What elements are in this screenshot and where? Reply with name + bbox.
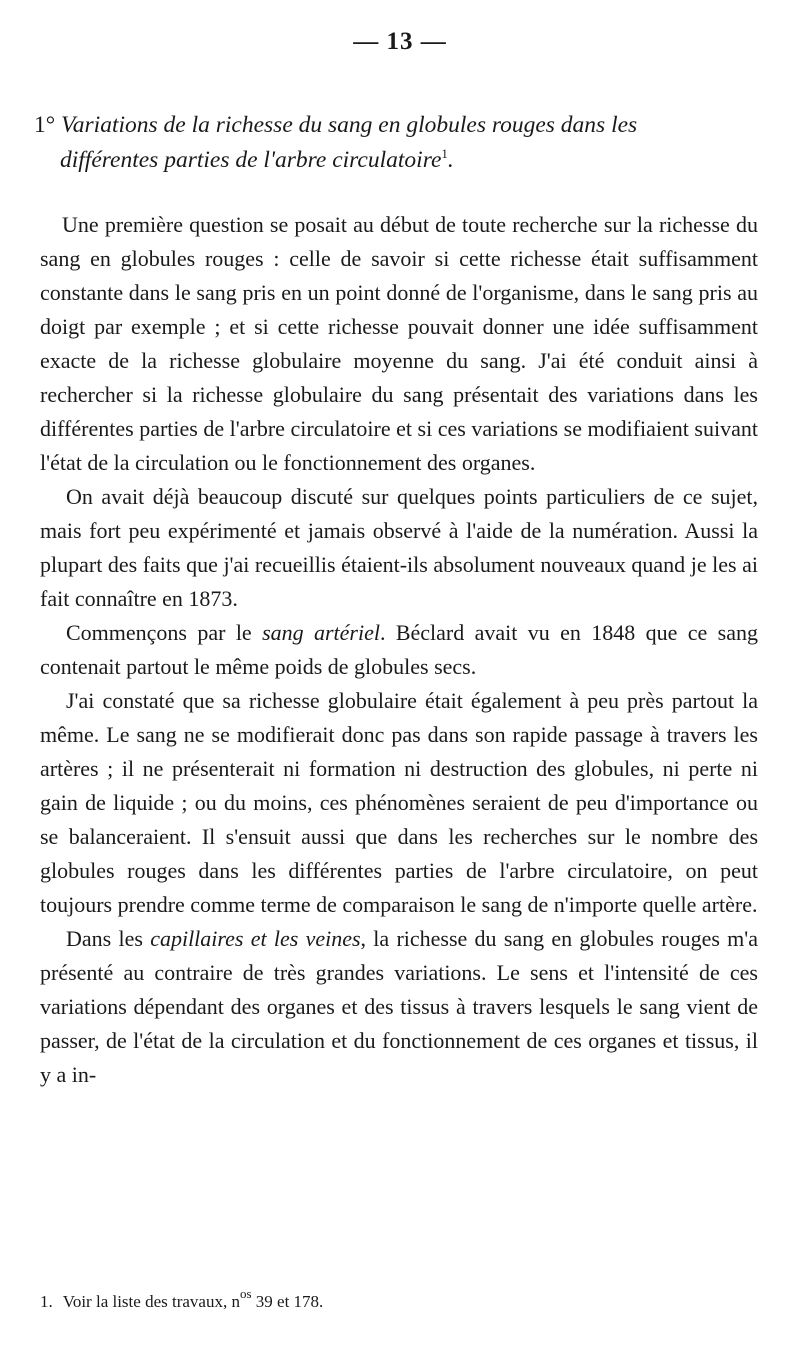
text-run: On avait déjà beaucoup discuté sur quelques points particuliers de ce sujet, mais fort peu expérimenté et jamais observé à l'aide de la numération. Aussi la plupart des faits que j'ai recueillis étaient-ils absolument nouveaux quand je les ai fait connaître en 1873. [40, 484, 758, 611]
footnote-number: 1. [40, 1292, 53, 1311]
text-run: J'ai constaté que sa richesse globulaire était également à peu près partout la même. Le sang ne se modifierait donc pas dans son rapide passage à travers les artères ; il ne présenterait ni formation ni destruction des globules, ni perte ni gain de liquide ; ou du moins, ces phénomènes seraient de peu d'importance ou se balanceraient. Il s'ensuit aussi que dans les recherches sur le nombre des globules rouges dans les différentes parties de l'arbre circulatoire, on peut toujours prendre comme terme de comparaison le sang de n'importe quelle artère. [40, 688, 758, 917]
section-title-line-1: Variations de la richesse du sang en globules rouges dans les [61, 112, 638, 138]
section-title-line-2 [34, 143, 756, 178]
text-run: , la richesse du sang en globules rouges m'a présenté au contraire de très grandes variations. Le sens et l'intensité de ces variations dépendant des organes et des tissus à travers lesquels le sang vient de passer, de l'état de la circulation et du fonctionnement de ces organes et tissus, il y a in- [40, 926, 759, 1087]
paragraph [40, 616, 758, 684]
footnote-superscript: os [239, 1286, 252, 1301]
section-title-line-2-text: différentes parties de l'arbre circulatoire [60, 147, 442, 173]
footnote-text-end: 39 et 178. [251, 1292, 324, 1311]
paragraph [40, 480, 758, 616]
section-heading [34, 108, 756, 178]
text-run: Commençons par le [66, 620, 263, 645]
text-run: Une première question se posait au début de toute recherche sur la richesse du sang en globules rouges : celle de savoir si cette richesse était suffisamment constante dans le sang pris en un point donné de l'organisme, dans le sang pris au doigt par exemple ; et si cette richesse pouvait donner une idée suffisamment exacte de la richesse globulaire moyenne du sang. J'ai été conduit ainsi à rechercher si la richesse globulaire du sang présentait des variations dans les différentes parties de l'arbre circulatoire et si ces variations se modifiaient suivant l'état de la circulation ou le fonctionnement des organes. [40, 212, 758, 475]
paragraph [40, 684, 758, 922]
footnote-text: Voir la liste des travaux, n [62, 1292, 240, 1311]
text-run: . Béclard avait vu en 1848 que ce sang contenait partout le même poids de globules secs. [40, 620, 758, 679]
text-run: Dans les [66, 926, 151, 951]
footnote [40, 1286, 758, 1313]
paragraph [40, 922, 758, 1092]
italic-text-run: capillaires et les veines [150, 926, 361, 951]
body-text [40, 208, 758, 1092]
section-title-end: . [447, 147, 454, 173]
page-number: — 13 — [353, 28, 447, 55]
italic-text-run: sang artériel [262, 620, 380, 645]
footnote-reference: 1 [441, 146, 448, 161]
section-number: 1° [34, 112, 56, 138]
paragraph [40, 208, 758, 480]
